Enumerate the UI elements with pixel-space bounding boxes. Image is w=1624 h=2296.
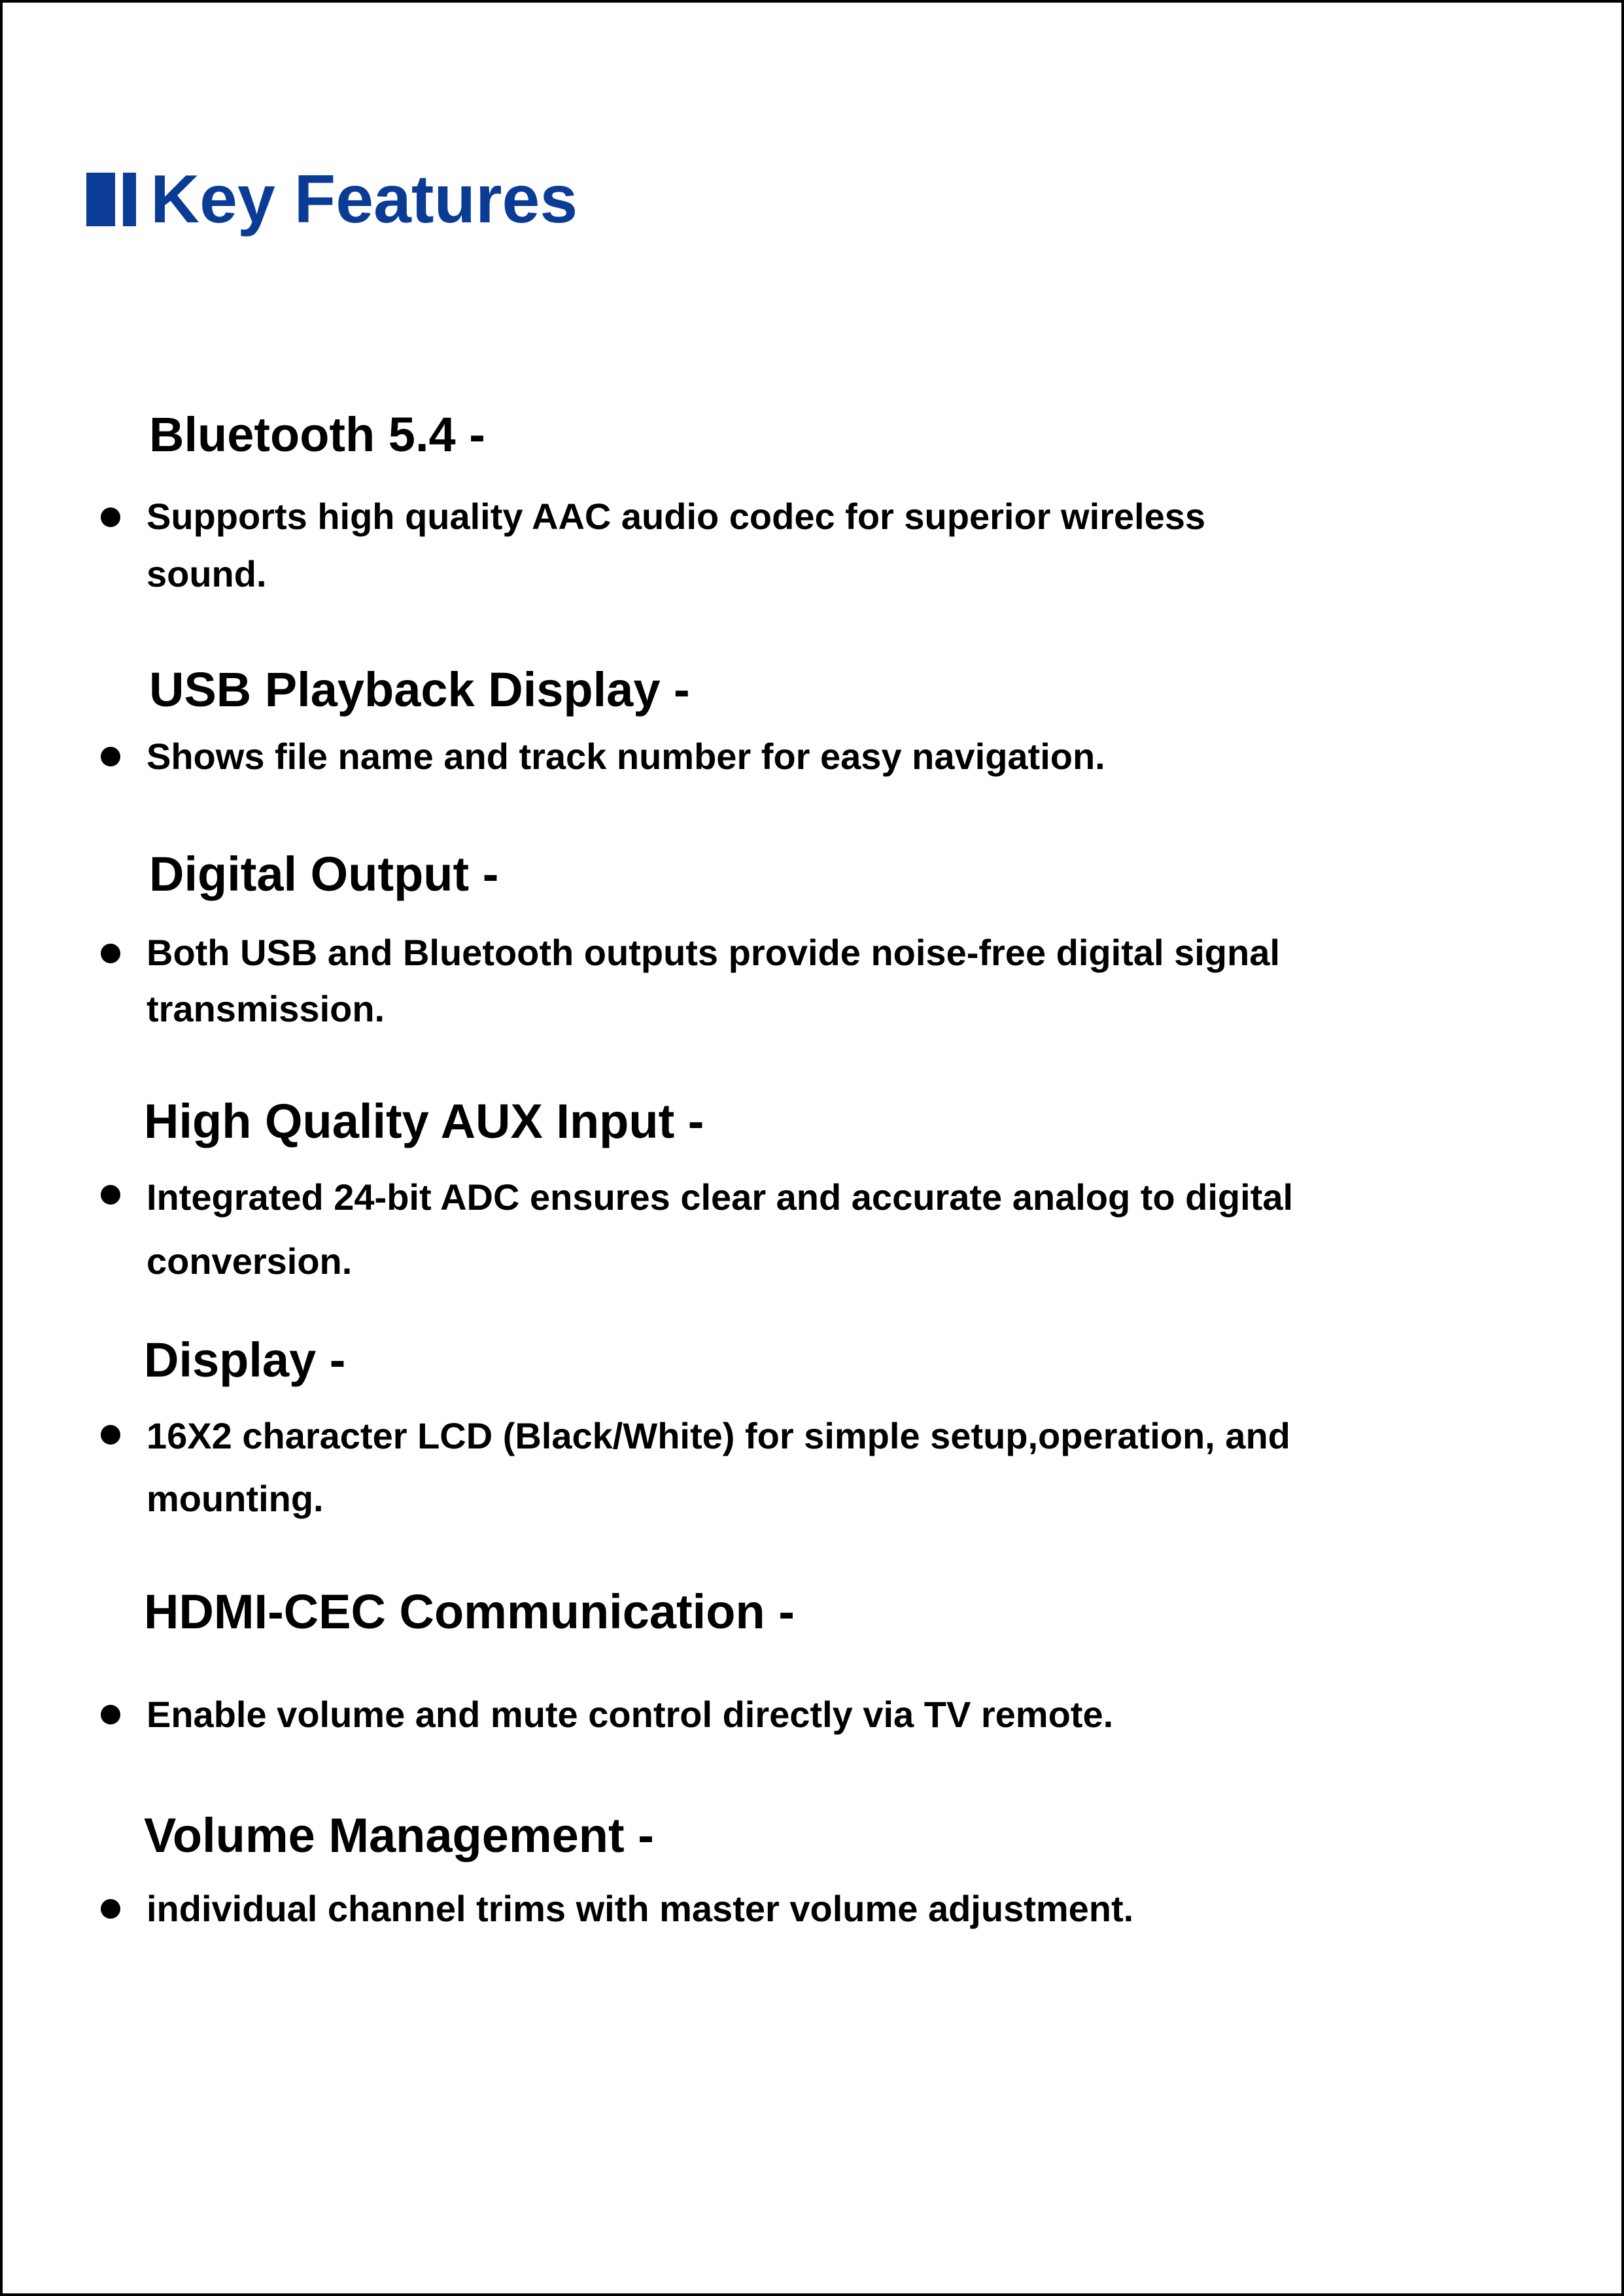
- feature-text-bluetooth: [147, 488, 1474, 603]
- bullet-icon: [101, 944, 120, 963]
- feature-text-line: Supports high quality AAC audio codec for superior wireless: [147, 496, 1206, 537]
- title-bar-small: [123, 173, 136, 226]
- feature-text-line: Both USB and Bluetooth outputs provide noise-free digital signal: [147, 932, 1280, 973]
- feature-text-line: Integrated 24-bit ADC ensures clear and accurate analog to digital: [147, 1176, 1294, 1218]
- feature-text-display: [147, 1405, 1474, 1530]
- title-bar-icon: [86, 173, 136, 226]
- feature-heading-hdmi-cec: HDMI-CEC Communication -: [144, 1585, 795, 1639]
- feature-heading-digital-output: Digital Output -: [149, 847, 499, 901]
- feature-text-volume-management: [147, 1880, 1474, 1938]
- feature-text-line: conversion.: [147, 1241, 353, 1282]
- feature-text-line: 16X2 character LCD (Black/White) for simple setup,operation, and: [147, 1415, 1290, 1456]
- bullet-icon: [101, 1185, 120, 1205]
- feature-text-hdmi-cec: [147, 1686, 1474, 1743]
- bullet-icon: [101, 747, 120, 766]
- bullet-icon: [101, 1899, 120, 1919]
- bullet-icon: [101, 1425, 120, 1445]
- feature-heading-aux-input: High Quality AUX Input -: [144, 1094, 704, 1148]
- feature-text-digital-output: [147, 925, 1474, 1037]
- feature-text-line: mounting.: [147, 1478, 324, 1519]
- feature-text-line: transmission.: [147, 988, 385, 1029]
- feature-heading-volume-management: Volume Management -: [144, 1808, 654, 1862]
- feature-text-line: Enable volume and mute control directly via TV remote.: [147, 1694, 1114, 1735]
- bullet-icon: [101, 1705, 120, 1724]
- feature-heading-display: Display -: [144, 1333, 346, 1387]
- feature-text-usb-playback: [147, 728, 1474, 785]
- page-title: Key Features: [150, 162, 578, 237]
- title-bar-large: [86, 173, 115, 226]
- feature-text-line: Shows file name and track number for easy navigation.: [147, 736, 1105, 777]
- feature-heading-bluetooth: Bluetooth 5.4 -: [149, 407, 485, 462]
- feature-text-aux-input: [147, 1165, 1474, 1294]
- feature-text-line: individual channel trims with master volume adjustment.: [147, 1888, 1134, 1929]
- bullet-icon: [101, 507, 120, 527]
- feature-text-line: sound.: [147, 553, 267, 594]
- title-row: [86, 160, 578, 239]
- feature-heading-usb-playback: USB Playback Display -: [149, 662, 690, 717]
